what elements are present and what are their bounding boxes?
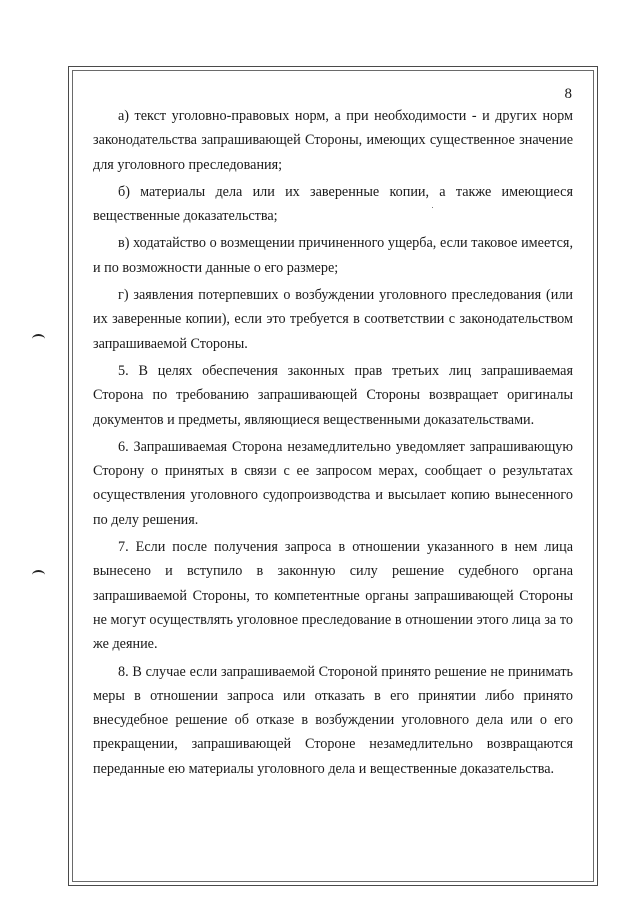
document-body (93, 104, 573, 784)
paragraph-v: в) ходатайство о возмещении причиненного ущерба, если таковое имеется, и по возможности данные о его размере; (93, 235, 573, 276)
paragraph-5: 5. В целях обеспечения законных прав третьих лиц запрашиваемая Сторона по требованию запрашивающей Стороны возвращает оригиналы документов и предметы, являющиеся вещественными доказательствами. (93, 362, 573, 428)
binder-hole-mark (32, 334, 45, 344)
paragraph-6: 6. Запрашиваемая Сторона незамедлительно уведомляет запрашивающую Сторону о принятых в связи с ее запросом мерах, сообщает о результатах осуществления уголовного судопроизводства и высылает копию вынесенного по делу решения. (93, 438, 573, 528)
paragraph-7: 7. Если после получения запроса в отношении указанного в нем лица вынесено и вступило в законную силу решение судебного органа запрашиваемой Стороны, то компетентные органы запрашивающей Стороны не могут осуществлять уголовное преследование в отношении этого лица за то же деяние. (93, 539, 573, 653)
paragraph-b: б) материалы дела или их заверенные копии, а также имеющиеся вещественные доказательства; (93, 183, 573, 225)
binder-hole-mark (32, 570, 45, 580)
page-number: 8 (564, 86, 572, 102)
paragraph-a: а) текст уголовно-правовых норм, а при необходимости - и других норм законодательства запрашивающей Стороны, имеющих существенное значение для уголовного преследования; (93, 108, 573, 173)
paragraph-g: г) заявления потерпевших о возбуждении уголовного преследования (или их заверенные копии), если это требуется в соответствии с законодательством запрашиваемой Стороны. (93, 287, 573, 352)
paragraph-8: 8. В случае если запрашиваемой Стороной принято решение не принимать меры в отношении запроса или отказать в его принятии либо принято внесудебное решение об отказе в возбуждении уголовного дела или о его прекращении, запрашивающей Стороне незамедлительно возвращаются переданные ею материалы уголовного дела и вещественные доказательства. (93, 663, 573, 777)
